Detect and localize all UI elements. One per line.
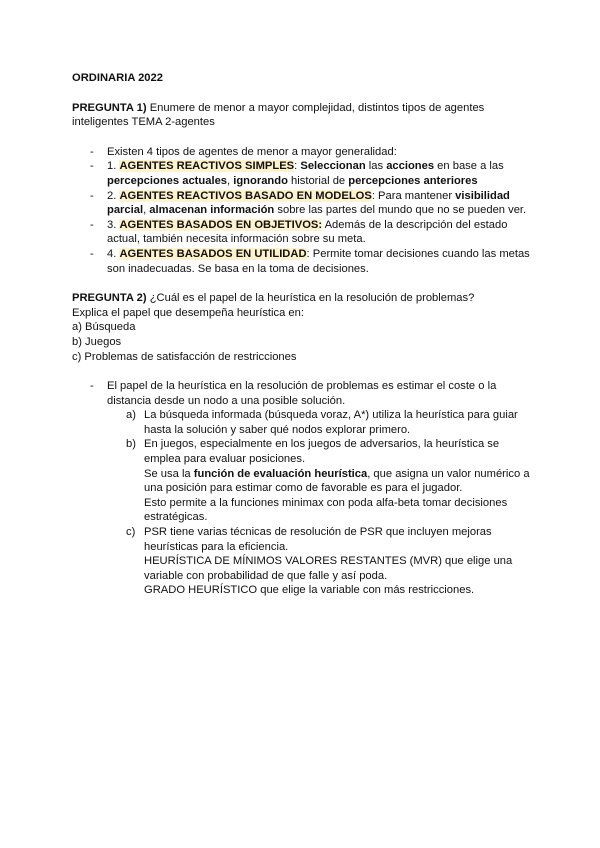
list-item-agent-2: - 2. AGENTES REACTIVOS BASADO EN MODELOS: Para mantener visibilidad parcial, almacenan información sobre las partes del mundo que no se pueden ver.	[72, 189, 538, 218]
sub-answer-b: b) En juegos, especialmente en los juegos de adversarios, la heurística se emplea para evaluar posiciones. Se usa la función de evaluación heurística, que asigna un valor numérico a una posición para estimar como de favorable es para el jugador. Esto permite a la funciones minimax con poda alfa-beta tomar decisiones estratégicas.	[126, 438, 530, 524]
list-item-agent-1: - 1. AGENTES REACTIVOS SIMPLES: Seleccionan las acciones en base a las percepciones actuales, ignorando historial de percepciones anteriores	[72, 159, 538, 188]
question-2-part-a: a) Búsqueda	[72, 321, 136, 334]
question-2-text: ¿Cuál es el papel de la heurística en la resolución de problemas?	[146, 292, 475, 305]
agent-type-heading: AGENTES BASADOS EN OBJETIVOS:	[119, 218, 323, 231]
list-item: - Existen 4 tipos de agentes de menor a mayor generalidad:	[72, 145, 538, 160]
agent-type-heading: AGENTES BASADOS EN UTILIDAD	[119, 247, 307, 260]
agent-type-heading: AGENTES REACTIVOS BASADO EN MODELOS	[119, 189, 372, 202]
sub-answer-a: a) La búsqueda informada (búsqueda voraz, A*) utiliza la heurística para guiar hasta la solución y saber qué nodos explorar primero.	[126, 409, 518, 436]
question-2-label: PREGUNTA 2)	[72, 292, 147, 305]
sub-answer-c: c) PSR tiene varias técnicas de resolución de PSR que incluyen mejoras heurísticas para la eficiencia. HEURÍSTICA DE MÍNIMOS VALORES RESTANTES (MVR) que elige una variable con probabilidad de que falle y así poda. GRADO HEURÍSTICO que elige la variable con más restricciones.	[126, 526, 513, 597]
question-2-subtitle: Explica el papel que desempeña heurística en:	[72, 306, 304, 319]
question-1-label: PREGUNTA 1)	[72, 101, 147, 114]
list-item: - El papel de la heurística en la resolución de problemas es estimar el coste o la distancia desde un nodo a una posible solución.	[72, 379, 538, 408]
question-1	[72, 101, 538, 130]
question-2	[72, 291, 538, 364]
list-item-agent-4: - 4. AGENTES BASADOS EN UTILIDAD: Permite tomar decisiones cuando las metas son inadecuadas. Se basa en la toma de decisiones.	[72, 247, 538, 276]
agent-type-heading: AGENTES REACTIVOS SIMPLES	[119, 160, 295, 173]
document-page	[72, 71, 538, 598]
list-item-agent-3: - 3. AGENTES BASADOS EN OBJETIVOS: Además de la descripción del estado actual, también necesita información sobre su meta.	[72, 218, 538, 247]
question-2-part-c: c) Problemas de satisfacción de restricciones	[72, 350, 297, 363]
question-1-answer-list	[72, 145, 538, 276]
document-title: ORDINARIA 2022	[72, 72, 163, 84]
question-2-answer-list	[72, 379, 538, 408]
question-2-part-b: b) Juegos	[72, 335, 122, 348]
question-1-text: Enumere de menor a mayor complejidad, distintos tipos de agentes inteligentes TEMA 2-agentes	[72, 101, 485, 129]
question-2-sub-answers	[72, 408, 538, 598]
